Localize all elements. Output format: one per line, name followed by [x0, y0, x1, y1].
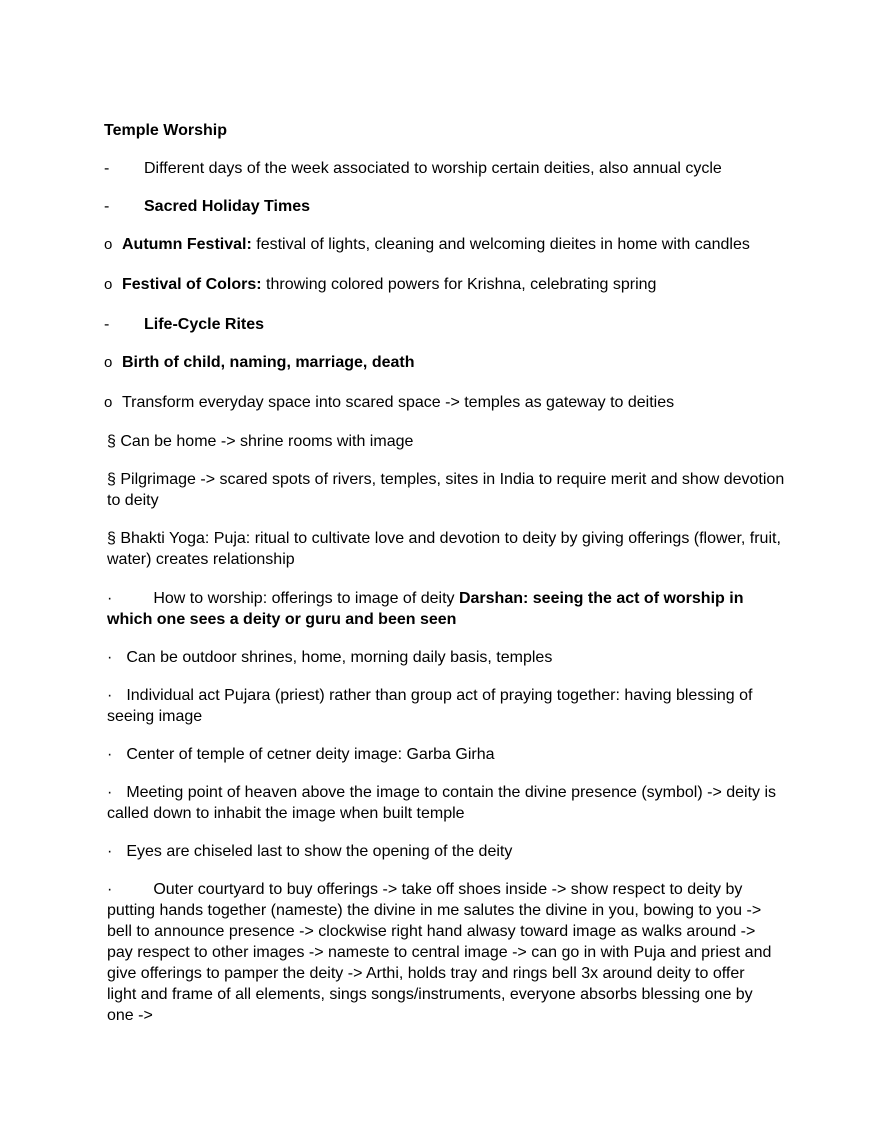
list-item-text: Center of temple of cetner deity image: Garba Girha	[126, 746, 495, 763]
circle-marker: o	[104, 276, 113, 293]
section-marker: §	[107, 471, 116, 488]
list-item-text: Individual act Pujara (priest) rather than group act of praying together: having blessing of seeing image	[107, 687, 753, 725]
colors-text: throwing colored powers for Krishna, celebrating spring	[261, 276, 657, 293]
list-item-text: Can be outdoor shrines, home, morning daily basis, temples	[126, 649, 553, 666]
list-item-pilgrimage	[107, 469, 787, 511]
circle-marker: o	[104, 354, 113, 371]
dot-marker: ·	[107, 881, 113, 898]
list-item-autumn	[104, 234, 750, 255]
list-item-text: Different days of the week associated to worship certain deities, also annual cycle	[144, 160, 722, 177]
list-item-individual	[107, 685, 767, 727]
colors-label: Festival of Colors:	[122, 276, 262, 293]
list-item-birth	[104, 352, 415, 373]
list-item-holiday	[104, 196, 310, 217]
list-item-text: Outer courtyard to buy offerings -> take off shoes inside -> show respect to deity by putting hands together (nameste) the divine in me salutes the divine in you, bowing to you -> bell to announce presence -> clockwise right hand alwasy toward image as walks around -> pay respect to other images -> nameste to central image -> can go in with Puja and priest and give offerings to pamper the deity -> Arthi, holds tray and rings bell 3x around deity to offer light and frame of all elements, sings songs/instruments, everyone absorbs blessing one by one ->	[107, 881, 772, 1024]
dash-marker: -	[104, 198, 110, 215]
list-item-meeting	[107, 782, 777, 824]
list-item-text: Pilgrimage -> scared spots of rivers, temples, sites in India to require merit and show devotion to deity	[107, 471, 785, 509]
list-item-lifecycle	[104, 314, 265, 335]
list-item-bhakti	[107, 528, 787, 570]
how-text: How to worship: offerings to image of deity	[153, 590, 459, 607]
list-item-days	[104, 158, 722, 179]
list-item-text: Transform everyday space into scared space -> temples as gateway to deities	[122, 394, 675, 411]
dash-marker: -	[104, 160, 110, 177]
darshan-definition: Darshan: seeing the act of worship in which one sees a deity or guru and been seen	[107, 590, 744, 628]
list-item-text: Sacred Holiday Times	[144, 198, 310, 215]
list-item-eyes	[107, 841, 512, 862]
list-item-transform	[104, 392, 675, 413]
list-item-colors	[104, 274, 657, 295]
dash-marker: -	[104, 316, 110, 333]
list-item-outdoor	[107, 647, 552, 668]
dot-marker: ·	[107, 784, 113, 801]
section-marker: §	[107, 433, 116, 450]
list-item-text: Eyes are chiseled last to show the opening of the deity	[126, 843, 513, 860]
list-item-courtyard	[107, 879, 777, 1026]
list-item-how	[107, 588, 757, 630]
dot-marker: ·	[107, 843, 113, 860]
dot-marker: ·	[107, 649, 113, 666]
circle-marker: o	[104, 394, 113, 411]
dot-marker: ·	[107, 687, 113, 704]
circle-marker: o	[104, 236, 113, 253]
document-title: Temple Worship	[104, 122, 227, 139]
autumn-text: festival of lights, cleaning and welcoming dieites in home with candles	[251, 236, 750, 253]
list-item-text: Can be home -> shrine rooms with image	[120, 433, 414, 450]
dot-marker: ·	[107, 746, 113, 763]
autumn-label: Autumn Festival:	[122, 236, 252, 253]
list-item-text: Life-Cycle Rites	[144, 316, 265, 333]
list-item-text: Meeting point of heaven above the image to contain the divine presence (symbol) -> deity is called down to inhabit the image when built temple	[107, 784, 777, 822]
list-item-home	[107, 431, 413, 452]
list-item-text: Birth of child, naming, marriage, death	[122, 354, 415, 371]
dot-marker: ·	[107, 590, 113, 607]
section-marker: §	[107, 530, 116, 547]
list-item-center	[107, 744, 495, 765]
list-item-text: Bhakti Yoga: Puja: ritual to cultivate love and devotion to deity by giving offerings (flower, fruit, water) creates relationship	[107, 530, 781, 568]
